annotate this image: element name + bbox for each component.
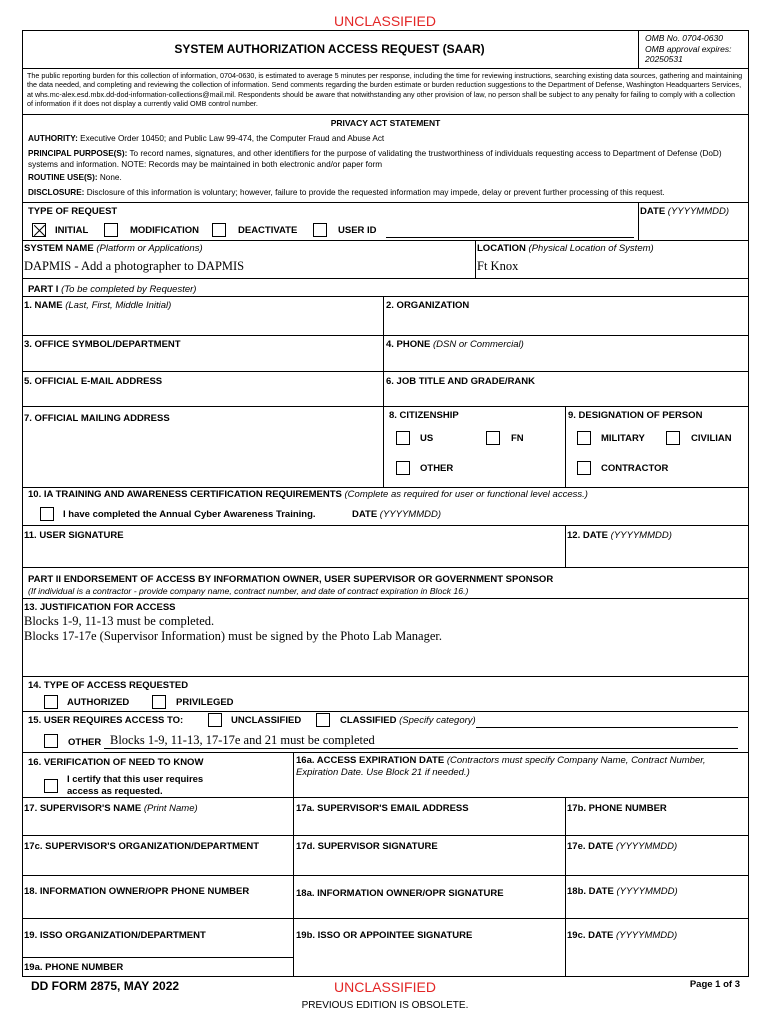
us-label: US <box>420 433 434 444</box>
authorized-label: AUTHORIZED <box>67 697 130 708</box>
us-checkbox[interactable] <box>396 431 410 445</box>
user-id-label: USER ID <box>338 225 377 236</box>
system-name-value[interactable]: DAPMIS - Add a photographer to DAPMIS <box>24 259 245 273</box>
privacy-authority: AUTHORITY: Executive Order 10450; and Public Law 99-474, the Computer Fraud and Abuse Act <box>28 134 385 143</box>
field-5-email-label: 5. OFFICIAL E-MAIL ADDRESS <box>24 376 163 387</box>
need-to-know-checkbox[interactable] <box>44 779 58 793</box>
part-2-hint: (If individual is a contractor - provide company name, contract number, and date of contract expiration in Block 16.) <box>28 586 469 596</box>
privacy-routine: ROUTINE USE(S): None. <box>28 173 122 182</box>
omb-block: OMB No. 0704-0630 OMB approval expires: 20250531 <box>645 33 732 64</box>
field-17d-supervisor-signature-label: 17d. SUPERVISOR SIGNATURE <box>296 841 438 852</box>
field-3-office-label: 3. OFFICE SYMBOL/DEPARTMENT <box>24 339 181 350</box>
field-6-job-title-label: 6. JOB TITLE AND GRADE/RANK <box>386 376 536 387</box>
justification-line-2[interactable]: Blocks 17-17e (Supervisor Information) must be signed by the Photo Lab Manager. <box>24 629 442 643</box>
field-18b-date-label: 18b. DATE (YYYYMMDD) <box>567 886 678 897</box>
modification-label: MODIFICATION <box>130 225 199 236</box>
field-1-name-label: 1. NAME (Last, First, Middle Initial) <box>24 300 172 311</box>
field-17b-phone-label: 17b. PHONE NUMBER <box>567 803 667 814</box>
contractor-checkbox[interactable] <box>577 461 591 475</box>
field-18a-owner-signature-label: 18a. INFORMATION OWNER/OPR SIGNATURE <box>296 888 504 899</box>
field-19c-date-label: 19c. DATE (YYYYMMDD) <box>567 930 678 941</box>
type-of-request-label: TYPE OF REQUEST <box>28 206 118 217</box>
privileged-label: PRIVILEGED <box>176 697 234 708</box>
burden-statement: The public reporting burden for this collection of information, 0704-0630, is estimated to average 5 minutes per response, including the time for reviewing instructions, searching existing data sources, gathering and maintaining the data needed, and completing and reviewing the collection of information. Send comments regarding the burden estimate or burden reduction suggestions to the Department of Defense, Washington Headquarters Services, at whs.mc-alex.esd.mbx.dd-dod-information-collections@mail.mil. Respondents should be aware that notwithstanding any other provision of law, no person shall be subject to any penalty for failing to comply with a collection of information if it does not display a currently valid OMB control number. <box>27 71 743 109</box>
privacy-heading: PRIVACY ACT STATEMENT <box>330 118 441 128</box>
field-10-ia-training-label: 10. IA TRAINING AND AWARENESS CERTIFICATION REQUIREMENTS (Complete as required for user or functional level access.) <box>28 489 588 500</box>
deactivate-label: DEACTIVATE <box>238 225 298 236</box>
field-12-date-label: 12. DATE (YYYYMMDD) <box>567 530 672 541</box>
page-number: Page 1 of 3 <box>689 979 740 990</box>
civilian-checkbox[interactable] <box>666 431 680 445</box>
military-label: MILITARY <box>601 433 645 444</box>
field-15-access-to-label: 15. USER REQUIRES ACCESS TO: <box>28 715 184 726</box>
field-4-phone-label: 4. PHONE (DSN or Commercial) <box>386 339 524 350</box>
privileged-checkbox[interactable] <box>152 695 166 709</box>
cyber-training-label: I have completed the Annual Cyber Awareness Training. <box>63 509 316 520</box>
field-13-justification-label: 13. JUSTIFICATION FOR ACCESS <box>24 602 176 613</box>
fn-label: FN <box>511 433 524 444</box>
system-name-label: SYSTEM NAME (Platform or Applications) <box>24 243 203 254</box>
field-11-signature-label: 11. USER SIGNATURE <box>24 530 124 541</box>
other-access-value[interactable]: Blocks 1-9, 11-13, 17-17e and 21 must be completed <box>110 733 375 747</box>
field-16-need-to-know-label: 16. VERIFICATION OF NEED TO KNOW <box>28 757 204 768</box>
deactivate-checkbox[interactable] <box>212 223 226 237</box>
field-14-access-type-label: 14. TYPE OF ACCESS REQUESTED <box>28 680 189 691</box>
field-17a-supervisor-email-label: 17a. SUPERVISOR'S EMAIL ADDRESS <box>296 803 469 814</box>
field-18-owner-phone-label: 18. INFORMATION OWNER/OPR PHONE NUMBER <box>24 886 250 897</box>
field-7-mailing-label: 7. OFFICIAL MAILING ADDRESS <box>24 413 170 424</box>
field-19b-isso-signature-label: 19b. ISSO OR APPOINTEE SIGNATURE <box>296 930 473 941</box>
obsolete-notice: PREVIOUS EDITION IS OBSOLETE. <box>301 1000 469 1011</box>
classified-category-field[interactable] <box>476 727 738 728</box>
field-17-supervisor-name-label: 17. SUPERVISOR'S NAME (Print Name) <box>24 803 198 814</box>
initial-label: INITIAL <box>55 225 89 236</box>
part-2-heading: PART II ENDORSEMENT OF ACCESS BY INFORMATION OWNER, USER SUPERVISOR OR GOVERNMENT SPONSOR <box>28 574 554 585</box>
request-date-label: DATE (YYYYMMDD) <box>640 206 730 217</box>
other-citizenship-checkbox[interactable] <box>396 461 410 475</box>
initial-checkbox[interactable] <box>32 223 46 237</box>
other-citizenship-label: OTHER <box>420 463 454 474</box>
field-17c-supervisor-org-label: 17c. SUPERVISOR'S ORGANIZATION/DEPARTMENT <box>24 841 260 852</box>
contractor-label: CONTRACTOR <box>601 463 669 474</box>
justification-line-1[interactable]: Blocks 1-9, 11-13 must be completed. <box>24 614 215 628</box>
unclassified-label: UNCLASSIFIED <box>231 715 302 726</box>
military-checkbox[interactable] <box>577 431 591 445</box>
fn-checkbox[interactable] <box>486 431 500 445</box>
civilian-label: CIVILIAN <box>691 433 732 444</box>
classification-bottom: UNCLASSIFIED <box>334 979 436 995</box>
field-17e-date-label: 17e. DATE (YYYYMMDD) <box>567 841 678 852</box>
user-id-field[interactable] <box>386 237 634 238</box>
privacy-disclosure: DISCLOSURE: Disclosure of this information is voluntary; however, failure to provide the requested information may impede, delay or prevent further processing of this request. <box>28 188 665 197</box>
field-2-organization-label: 2. ORGANIZATION <box>386 300 470 311</box>
part-1-heading: PART I (To be completed by Requester) <box>28 284 197 295</box>
form-identifier: DD FORM 2875, MAY 2022 <box>31 979 180 993</box>
classified-label: CLASSIFIED (Specify category) <box>340 715 476 726</box>
other-access-checkbox[interactable] <box>44 734 58 748</box>
cyber-training-checkbox[interactable] <box>40 507 54 521</box>
field-19a-phone-label: 19a. PHONE NUMBER <box>24 962 124 973</box>
training-date-label: DATE (YYYYMMDD) <box>352 509 442 520</box>
unclassified-checkbox[interactable] <box>208 713 222 727</box>
user-id-checkbox[interactable] <box>313 223 327 237</box>
classified-checkbox[interactable] <box>316 713 330 727</box>
field-16a-expiration-label: 16a. ACCESS EXPIRATION DATE (Contractors must specify Company Name, Contract Number, Expiration Date. Use Block 21 if needed.) <box>296 755 706 778</box>
need-to-know-certify: I certify that this user requires access as requested. <box>67 774 204 797</box>
location-label: LOCATION (Physical Location of System) <box>477 243 654 254</box>
form-title: SYSTEM AUTHORIZATION ACCESS REQUEST (SAAR) <box>174 42 485 56</box>
modification-checkbox[interactable] <box>104 223 118 237</box>
authorized-checkbox[interactable] <box>44 695 58 709</box>
field-8-citizenship-label: 8. CITIZENSHIP <box>389 410 459 421</box>
location-value[interactable]: Ft Knox <box>477 259 519 273</box>
other-access-label: OTHER <box>68 737 102 748</box>
field-19-isso-org-label: 19. ISSO ORGANIZATION/DEPARTMENT <box>24 930 206 941</box>
privacy-purpose: PRINCIPAL PURPOSE(S): To record names, signatures, and other identifiers for the purpose of validating the trustworthiness of individuals requesting access to Department of Defense (DoD) systems and information. NOTE: Records may be maintained in both electronic and/or paper form <box>28 149 722 169</box>
classification-top: UNCLASSIFIED <box>334 13 436 29</box>
field-9-designation-label: 9. DESIGNATION OF PERSON <box>568 410 703 421</box>
